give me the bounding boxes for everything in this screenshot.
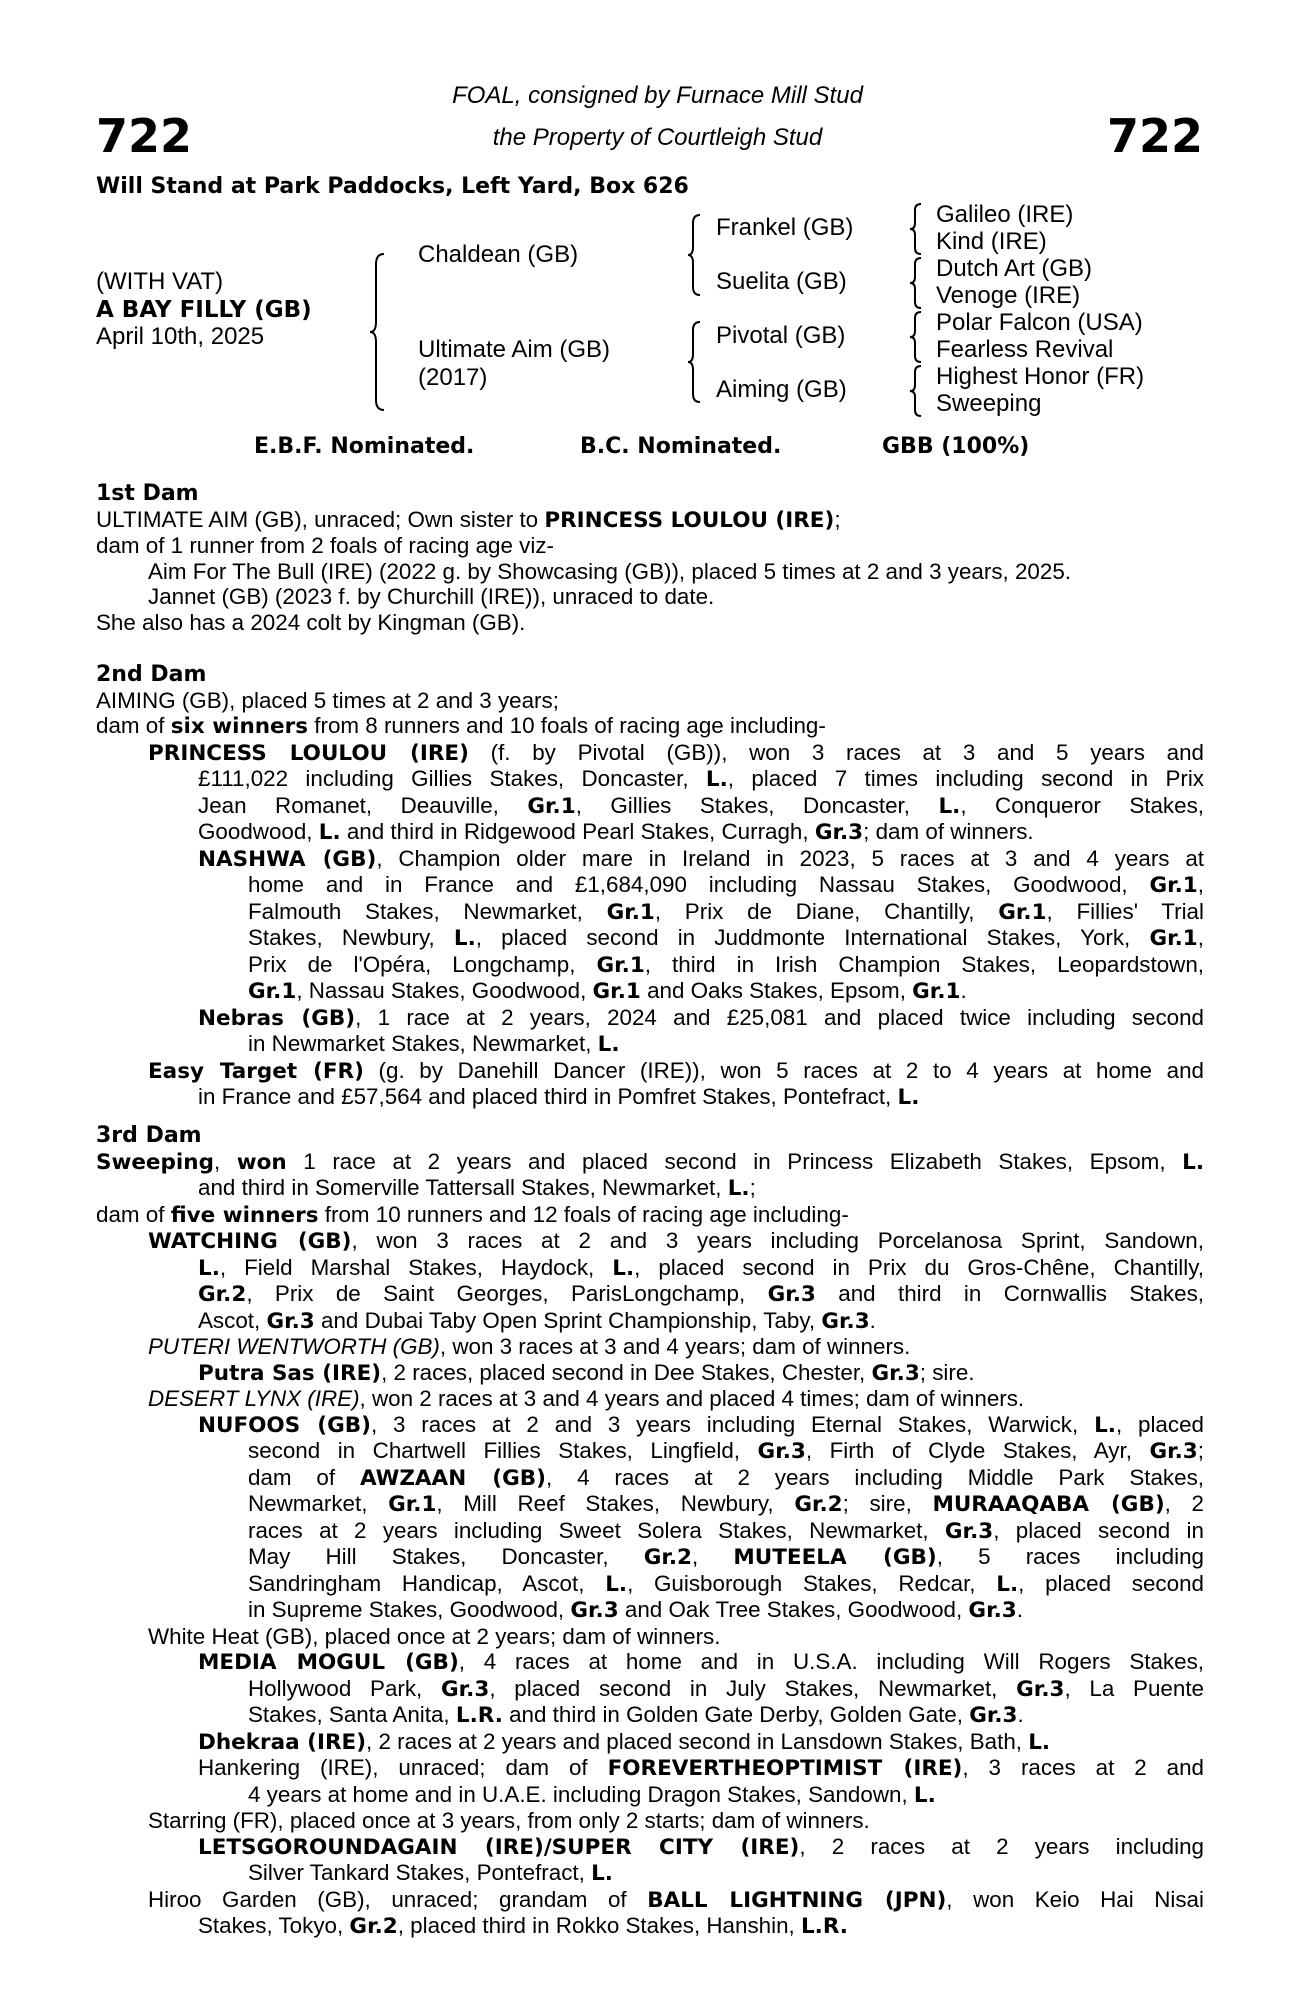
- foaling-date: April 10th, 2025: [96, 323, 265, 350]
- second-dam-line: dam of six winners from 8 runners and 10 foals of racing age including-: [96, 713, 826, 739]
- pedigree-bracket-g3c: [908, 310, 924, 364]
- second-dam-produce: Easy Target (FR) (g. by Danehill Dancer (IRE)), won 5 races at 2 to 4 years at home and: [148, 1057, 1204, 1084]
- g3-polar-falcon: Polar Falcon (USA): [936, 309, 1143, 336]
- third-dam-grandproduce: Putra Sas (IRE), 2 races, placed second in Dee Stakes, Chester, Gr.3; sire.: [198, 1359, 975, 1386]
- first-dam-heading: 1st Dam: [96, 481, 199, 506]
- pedigree-bracket-g3a: [908, 202, 924, 256]
- third-dam-line: dam of five winners from 10 runners and 12 foals of racing age including-: [96, 1201, 849, 1228]
- pedigree-bracket-g3b: [908, 256, 924, 310]
- g3-galileo: Galileo (IRE): [936, 201, 1074, 228]
- third-dam-produce: PUTERI WENTWORTH (GB), won 3 races at 3 and 4 years; dam of winners.: [148, 1334, 911, 1359]
- third-dam-heading: 3rd Dam: [96, 1123, 202, 1148]
- third-dam-grandproduce: 4 years at home and in U.A.E. including Dragon Stakes, Sandown, L.: [248, 1781, 936, 1808]
- third-dam-grandproduce: Sandringham Handicap, Ascot, L., Guisborough Stakes, Redcar, L., placed second: [248, 1570, 1204, 1597]
- second-dam-produce: in France and £57,564 and placed third in Pomfret Stakes, Pontefract, L.: [198, 1084, 920, 1110]
- ebf-nomination: E.B.F. Nominated.: [254, 434, 475, 459]
- vat-note: (WITH VAT): [96, 268, 224, 295]
- second-dam-grandproduce: Stakes, Newbury, L., placed second in Juddmonte International Stakes, York, Gr.1,: [248, 925, 1204, 951]
- second-dam-grandproduce: Nebras (GB), 1 race at 2 years, 2024 and £25,081 and placed twice including second: [198, 1004, 1205, 1031]
- third-dam-grandproduce: in Supreme Stakes, Goodwood, Gr.3 and Oak Tree Stakes, Goodwood, Gr.3.: [248, 1597, 1023, 1623]
- pedigree-bracket-sire: [686, 213, 704, 297]
- third-dam-produce: Starring (FR), placed once at 3 years, from only 2 starts; dam of winners.: [148, 1808, 870, 1833]
- second-dam-grandproduce: Gr.1, Nassau Stakes, Goodwood, Gr.1 and Oaks Stakes, Epsom, Gr.1.: [248, 978, 967, 1004]
- second-dam-grandproduce: Falmouth Stakes, Newmarket, Gr.1, Prix de Diane, Chantilly, Gr.1, Fillies' Trial: [248, 898, 1204, 925]
- property-line: the Property of Courtleigh Stud: [492, 124, 823, 151]
- second-dam-produce: Jean Romanet, Deauville, Gr.1, Gillies Stakes, Doncaster, L., Conqueror Stakes,: [198, 792, 1204, 819]
- pedigree-bracket-dam: [686, 320, 704, 404]
- third-dam-section: [96, 1123, 1204, 1940]
- stand-location: Will Stand at Park Paddocks, Left Yard, Box 626: [96, 174, 689, 199]
- first-dam-line: dam of 1 runner from 2 foals of racing age viz-: [96, 533, 554, 558]
- third-dam-grandproduce: NUFOOS (GB), 3 races at 2 and 3 years including Eternal Stakes, Warwick, L., placed: [198, 1411, 1204, 1438]
- third-dam-produce: L., Field Marshal Stakes, Haydock, L., placed second in Prix du Gros-Chêne, Chantilly,: [198, 1254, 1204, 1281]
- second-dam-produce: Goodwood, L. and third in Ridgewood Pearl Stakes, Curragh, Gr.3; dam of winners.: [198, 819, 1034, 845]
- sire-dam-name: Suelita (GB): [716, 268, 847, 295]
- third-dam-produce: White Heat (GB), placed once at 2 years; dam of winners.: [148, 1623, 721, 1649]
- consignor-line: FOAL, consigned by Furnace Mill Stud: [452, 82, 863, 109]
- second-dam-grandproduce: in Newmarket Stakes, Newmarket, L.: [248, 1031, 620, 1057]
- third-dam-produce: Hiroo Garden (GB), unraced; grandam of BALL LIGHTNING (JPN), won Keio Hai Nisai: [148, 1886, 1204, 1913]
- third-dam-grandproduce: Hankering (IRE), unraced; dam of FOREVERTHEOPTIMIST (IRE), 3 races at 2 and: [198, 1755, 1204, 1781]
- third-dam-grandproduce: Hollywood Park, Gr.3, placed second in July Stakes, Newmarket, Gr.3, La Puente: [248, 1675, 1204, 1702]
- third-dam-grandproduce: Silver Tankard Stakes, Pontefract, L.: [248, 1860, 613, 1886]
- first-dam-line: She also has a 2024 colt by Kingman (GB).: [96, 609, 526, 635]
- second-dam-grandproduce: NASHWA (GB), Champion older mare in Ireland in 2023, 5 races at 3 and 4 years at: [198, 845, 1204, 872]
- lot-number-right: 722: [1106, 109, 1203, 163]
- dam-name: Ultimate Aim (GB): [418, 336, 611, 363]
- lot-title: A BAY FILLY (GB): [96, 297, 312, 323]
- g3-sweeping: Sweeping: [936, 390, 1042, 417]
- second-dam-produce: £111,022 including Gillies Stakes, Doncaster, L., placed 7 times including second in Prix: [198, 766, 1205, 792]
- second-dam-section: [96, 662, 1204, 1111]
- third-dam-grandproduce: races at 2 years including Sweet Solera Stakes, Newmarket, Gr.3, placed second in: [248, 1517, 1204, 1544]
- third-dam-grandproduce: second in Chartwell Fillies Stakes, Lingfield, Gr.3, Firth of Clyde Stakes, Ayr, Gr.3;: [248, 1438, 1204, 1464]
- gbb-status: GBB (100%): [882, 434, 1030, 459]
- third-dam-produce: Ascot, Gr.3 and Dubai Taby Open Sprint Championship, Taby, Gr.3.: [198, 1307, 876, 1334]
- third-dam-produce: Gr.2, Prix de Saint Georges, ParisLongchamp, Gr.3 and third in Cornwallis Stakes,: [198, 1281, 1204, 1307]
- third-dam-grandproduce: May Hill Stakes, Doncaster, Gr.2, MUTEELA (GB), 5 races including: [248, 1544, 1204, 1570]
- third-dam-grandproduce: MEDIA MOGUL (GB), 4 races at home and in U.S.A. including Will Rogers Stakes,: [198, 1649, 1204, 1675]
- g3-kind: Kind (IRE): [936, 228, 1047, 255]
- sire-name: Chaldean (GB): [418, 241, 579, 268]
- dam-year: (2017): [418, 364, 488, 391]
- g3-venoge: Venoge (IRE): [936, 282, 1081, 309]
- first-dam-produce: Jannet (GB) (2023 f. by Churchill (IRE)), unraced to date.: [148, 584, 715, 609]
- third-dam-grandproduce: Dhekraa (IRE), 2 races at 2 years and placed second in Lansdown Stakes, Bath, L.: [198, 1728, 1051, 1755]
- third-dam-grandproduce: Stakes, Santa Anita, L.R. and third in Golden Gate Derby, Golden Gate, Gr.3.: [248, 1702, 1024, 1728]
- second-dam-grandproduce: Prix de l'Opéra, Longchamp, Gr.1, third in Irish Champion Stakes, Leopardstown,: [248, 951, 1204, 978]
- lot-number-left: 722: [96, 109, 193, 163]
- second-dam-grandproduce: home and in France and £1,684,090 including Nassau Stakes, Goodwood, Gr.1,: [248, 872, 1204, 898]
- third-dam-grandproduce: LETSGOROUNDAGAIN (IRE)/SUPER CITY (IRE), 2 races at 2 years including: [198, 1833, 1204, 1860]
- bc-nomination: B.C. Nominated.: [580, 434, 782, 459]
- first-dam-line: ULTIMATE AIM (GB), unraced; Own sister to PRINCESS LOULOU (IRE);: [96, 506, 841, 533]
- first-dam-produce: Aim For The Bull (IRE) (2022 g. by Showcasing (GB)), placed 5 times at 2 and 3 years, 2025.: [148, 558, 1072, 584]
- third-dam-grandproduce: dam of AWZAAN (GB), 4 races at 2 years including Middle Park Stakes,: [248, 1464, 1204, 1491]
- first-dam-section: [96, 481, 1204, 635]
- third-dam-produce: Stakes, Tokyo, Gr.2, placed third in Rokko Stakes, Hanshin, L.R.: [198, 1913, 848, 1939]
- second-dam-line: AIMING (GB), placed 5 times at 2 and 3 years;: [96, 687, 559, 713]
- second-dam-heading: 2nd Dam: [96, 662, 207, 687]
- third-dam-produce: WATCHING (GB), won 3 races at 2 and 3 years including Porcelanosa Sprint, Sandown,: [148, 1228, 1204, 1254]
- g3-fearless-revival: Fearless Revival: [936, 336, 1114, 363]
- sire-sire-name: Frankel (GB): [716, 214, 854, 241]
- g3-dutch-art: Dutch Art (GB): [936, 255, 1093, 282]
- dam-dam-name: Aiming (GB): [716, 376, 847, 403]
- g3-highest-honor: Highest Honor (FR): [936, 363, 1145, 390]
- pedigree-bracket-g3d: [908, 364, 924, 418]
- third-dam-produce: DESERT LYNX (IRE), won 2 races at 3 and 4 years and placed 4 times; dam of winners.: [148, 1386, 1025, 1411]
- pedigree-bracket-main: [368, 252, 392, 412]
- second-dam-produce: PRINCESS LOULOU (IRE) (f. by Pivotal (GB)), won 3 races at 3 and 5 years and: [148, 739, 1205, 766]
- third-dam-line: Sweeping, won 1 race at 2 years and placed second in Princess Elizabeth Stakes, Epsom, L.: [96, 1148, 1204, 1175]
- dam-sire-name: Pivotal (GB): [716, 322, 846, 349]
- third-dam-line: and third in Somerville Tattersall Stakes, Newmarket, L.;: [198, 1175, 756, 1201]
- third-dam-grandproduce: Newmarket, Gr.1, Mill Reef Stakes, Newbury, Gr.2; sire, MURAAQABA (GB), 2: [248, 1491, 1204, 1517]
